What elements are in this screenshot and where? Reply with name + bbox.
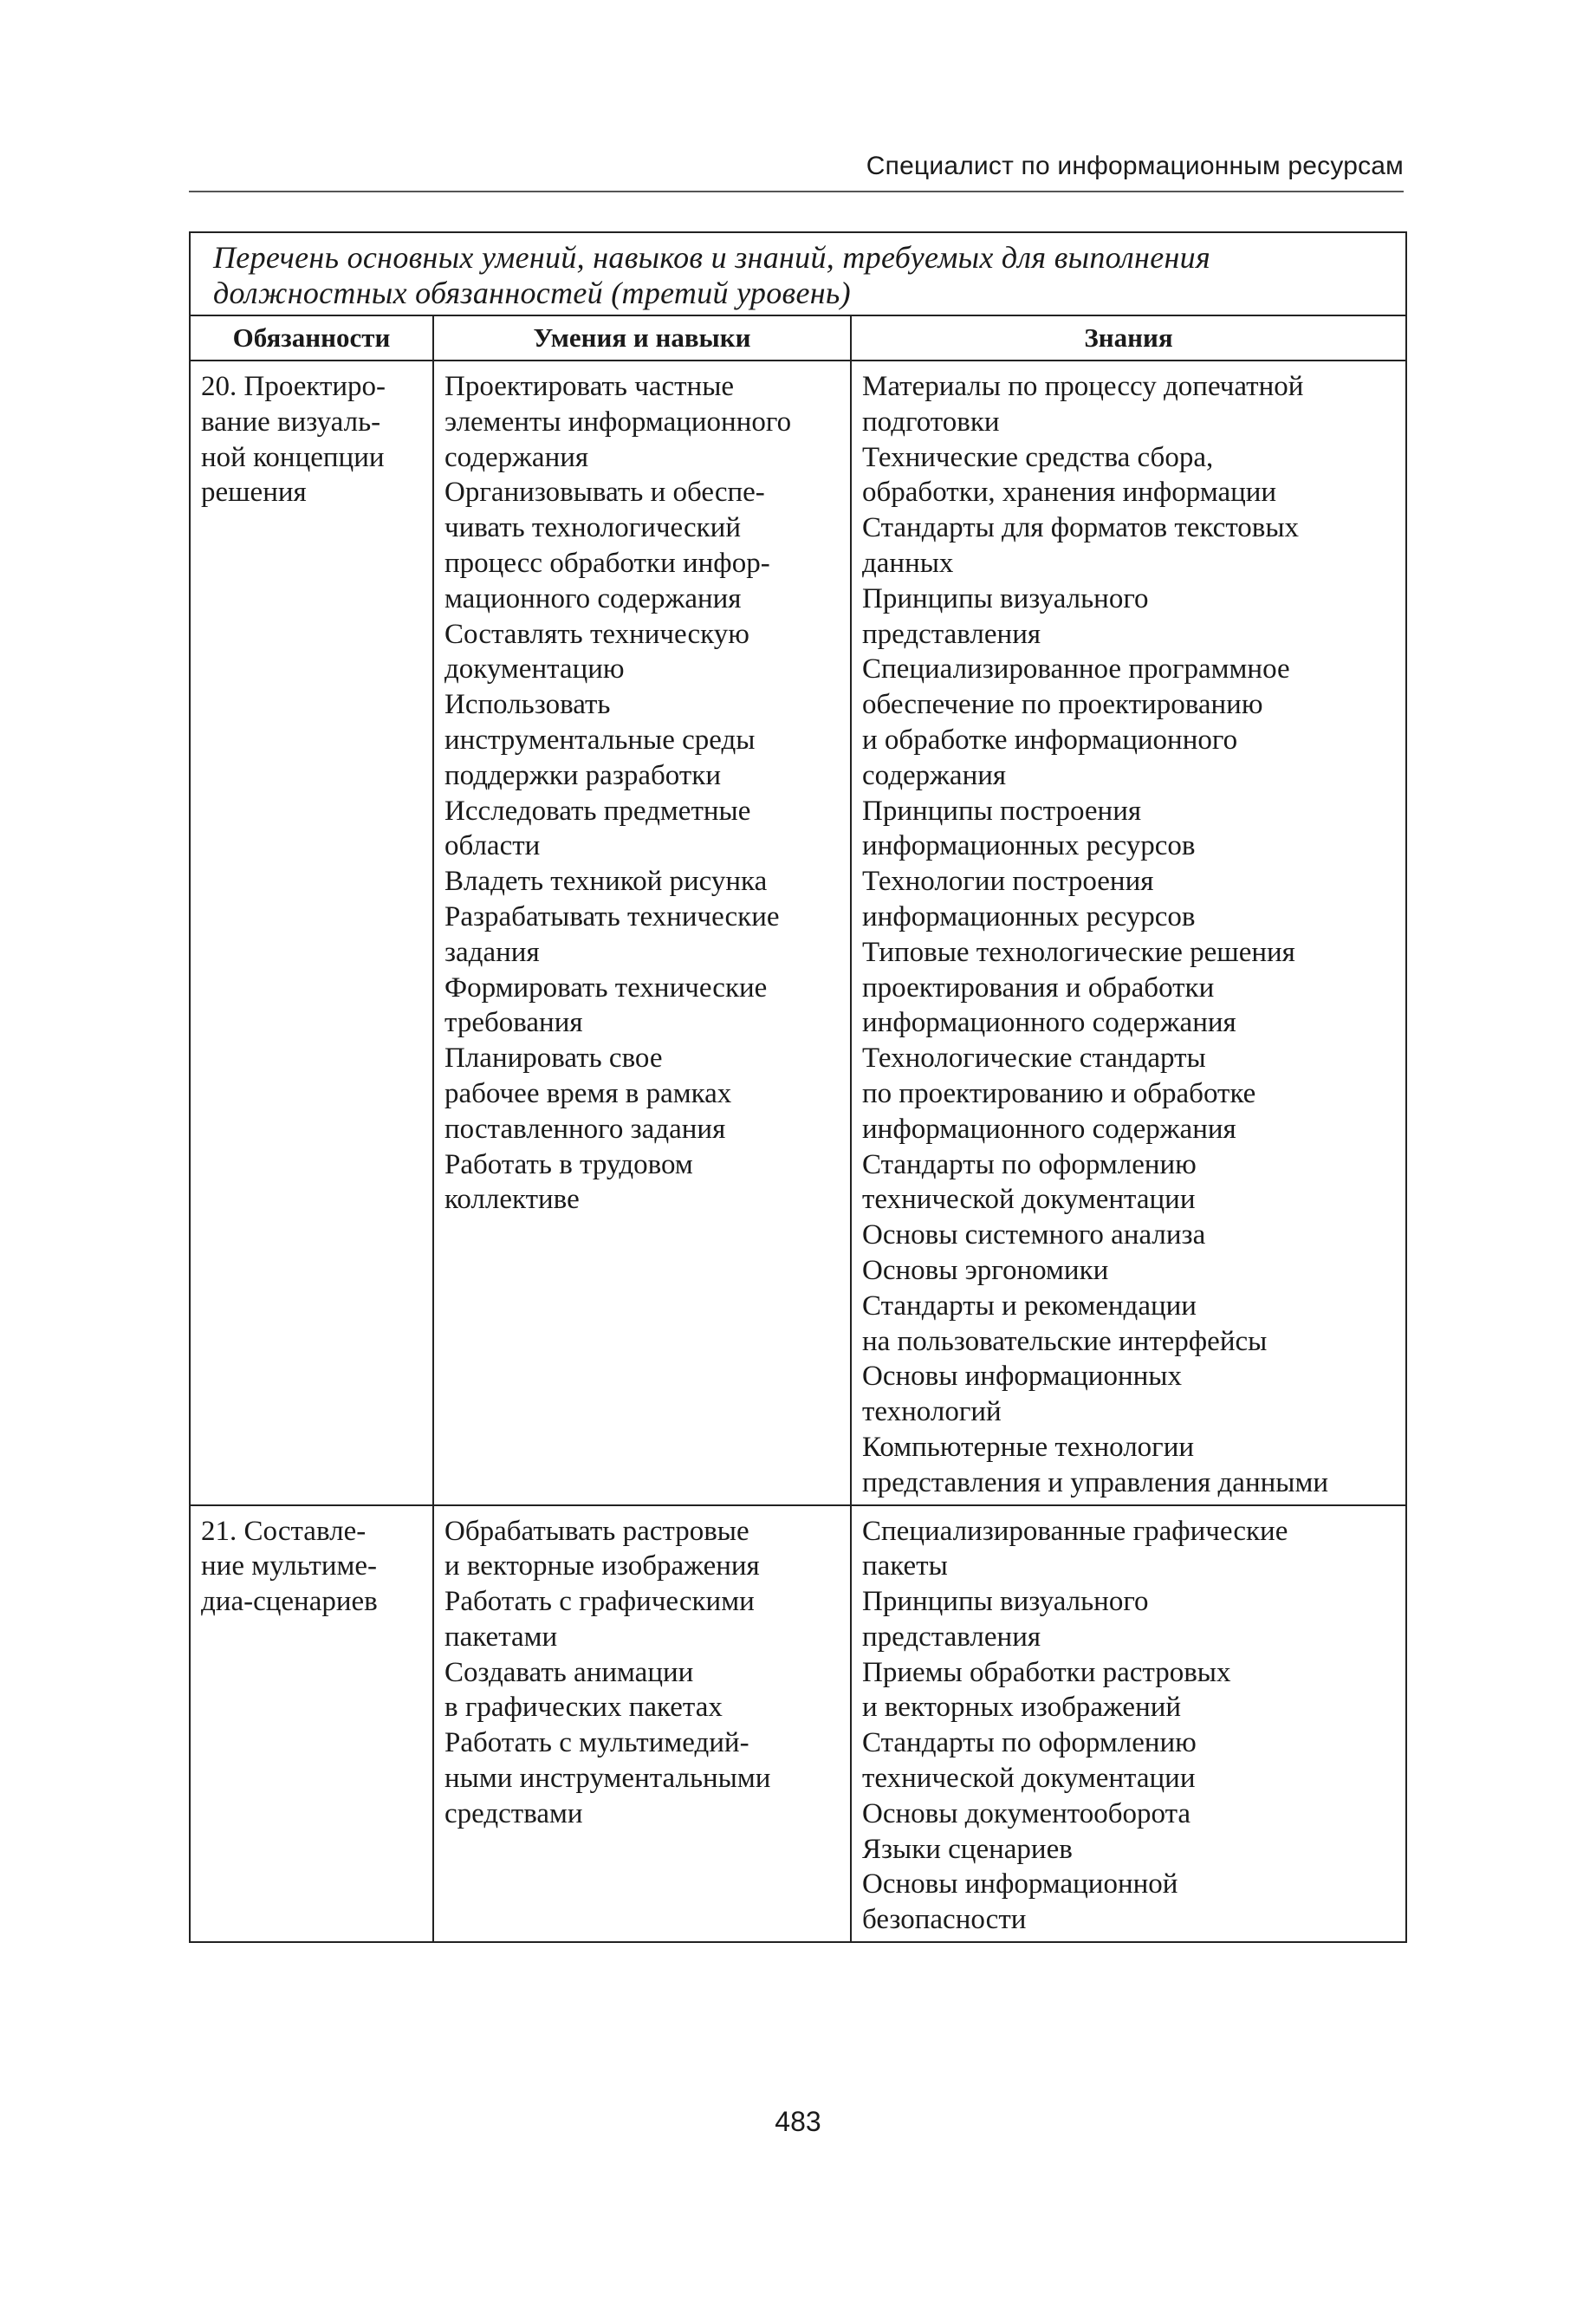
page-number: 483 [775,2106,821,2137]
cell-line: ными инструментальными [444,1763,771,1795]
cell-line: Специализированные графические [862,1515,1288,1547]
table-caption [191,233,1405,316]
cell-line: Специализированное программное [862,653,1290,685]
cell-line: требования [444,1007,583,1039]
running-head: Специалист по информационным ресурсам [189,149,1404,192]
cell-line: представления и управления данными [862,1466,1328,1498]
cell-line: средствами [444,1797,583,1829]
cell-line: инструментальные среды [444,724,756,756]
cell-line: рабочее время в рамках [444,1077,732,1109]
cell-line: представления [862,618,1041,650]
cell-line: по проектированию и обработке [862,1077,1256,1109]
cell-line: диа-сценариев [201,1586,378,1618]
caption-line: Перечень основных умений, навыков и знаний, требуемых для выполнения [213,240,1210,275]
cell-line: Языки сценариев [862,1833,1073,1865]
cell-line: Стандарты по оформлению [862,1727,1197,1759]
cell-line: документацию [444,653,625,685]
cell-line: обеспечение по проектированию [862,689,1263,721]
cell-line: Использовать [444,689,611,721]
cell-line: Материалы по процессу допечатной [862,371,1304,402]
cell-line: Основы системного анализа [862,1219,1206,1251]
cell-line: технической документации [862,1763,1196,1795]
cell-line: Владеть техникой рисунка [444,866,768,898]
cell-line: Разрабатывать технические [444,900,780,932]
header-skills: Умения и навыки [433,316,851,361]
cell-line: Работать с мультимедий- [444,1727,749,1759]
cell-line: безопасности [862,1904,1027,1936]
cell-line: Основы документооборота [862,1797,1191,1829]
cell-line: в графических пакетах [444,1692,723,1724]
cell-line: Основы эргономики [862,1254,1109,1286]
cell-line: ние мультиме- [201,1550,378,1582]
cell-duty [191,1505,433,1942]
cell-line: и обработке информационного [862,724,1238,756]
table-row [191,361,1405,1505]
cell-line: и векторных изображений [862,1692,1182,1724]
cell-line: поставленного задания [444,1113,726,1145]
table-grid [191,316,1405,1941]
cell-line: технологий [862,1396,1002,1428]
cell-line: информационных ресурсов [862,830,1196,862]
cell-line: поддержки разработки [444,759,721,791]
cell-line: Работать с графическими [444,1586,755,1618]
cell-line: Составлять техническую [444,618,749,650]
cell-line: содержания [862,759,1007,791]
caption-line: должностных обязанностей (третий уровень) [213,276,851,310]
cell-knowledge [851,361,1405,1505]
cell-line: области [444,830,541,862]
cell-line: Стандарты по оформлению [862,1148,1197,1180]
cell-line: коллективе [444,1184,580,1216]
cell-line: пакеты [862,1550,948,1582]
cell-line: Принципы визуального [862,1586,1149,1618]
cell-line: и векторные изображения [444,1550,760,1582]
cell-line: Технологии построения [862,866,1154,898]
cell-line: Приемы обработки растровых [862,1656,1231,1688]
cell-line: подготовки [862,406,1000,438]
cell-line: пакетами [444,1621,558,1653]
cell-line: информационных ресурсов [862,900,1196,932]
cell-line: Стандарты и рекомендации [862,1290,1197,1322]
header-knowledge: Знания [851,316,1405,361]
cell-line: мационного содержания [444,582,742,614]
cell-line: решения [201,477,307,509]
cell-line: проектирования и обработки [862,971,1215,1004]
cell-line: представления [862,1621,1041,1653]
cell-line: Обрабатывать растровые [444,1515,749,1547]
cell-line: технической документации [862,1184,1196,1216]
competency-table [189,231,1407,1943]
cell-line: Проектировать частные [444,371,735,402]
cell-line: вание визуаль- [201,406,381,438]
cell-line: Работать в трудовом [444,1148,693,1180]
cell-line: 21. Составле- [201,1515,367,1547]
cell-line: Планировать свое [444,1043,663,1075]
cell-line: Основы информационной [862,1868,1178,1900]
cell-line: Принципы построения [862,795,1142,827]
cell-line: информационного содержания [862,1113,1236,1145]
cell-line: Технические средства сбора, [862,441,1214,473]
cell-line: задания [444,936,540,968]
cell-duty [191,361,433,1505]
cell-line: Принципы визуального [862,582,1149,614]
cell-line: 20. Проектиро- [201,371,386,402]
cell-line: чивать технологический [444,512,742,544]
cell-line: процесс обработки инфор- [444,547,770,579]
cell-line: на пользовательские интерфейсы [862,1325,1268,1357]
cell-skills [433,1505,851,1942]
cell-line: Стандарты для форматов текстовых [862,512,1300,544]
cell-line: данных [862,547,954,579]
cell-knowledge [851,1505,1405,1942]
cell-line: Создавать анимации [444,1656,694,1688]
header-row [191,316,1405,361]
cell-line: Основы информационных [862,1361,1182,1393]
cell-line: обработки, хранения информации [862,477,1277,509]
cell-line: Компьютерные технологии [862,1431,1195,1463]
cell-line: Технологические стандарты [862,1043,1206,1075]
cell-line: Исследовать предметные [444,795,751,827]
cell-line: содержания [444,441,589,473]
header-duties: Обязанности [191,316,433,361]
cell-skills [433,361,851,1505]
cell-line: информационного содержания [862,1007,1236,1039]
cell-line: Формировать технические [444,971,768,1004]
cell-line: Типовые технологические решения [862,936,1295,968]
cell-line: ной концепции [201,441,385,473]
table-row [191,1505,1405,1942]
cell-line: элементы информационного [444,406,792,438]
cell-line: Организовывать и обеспе- [444,477,765,509]
